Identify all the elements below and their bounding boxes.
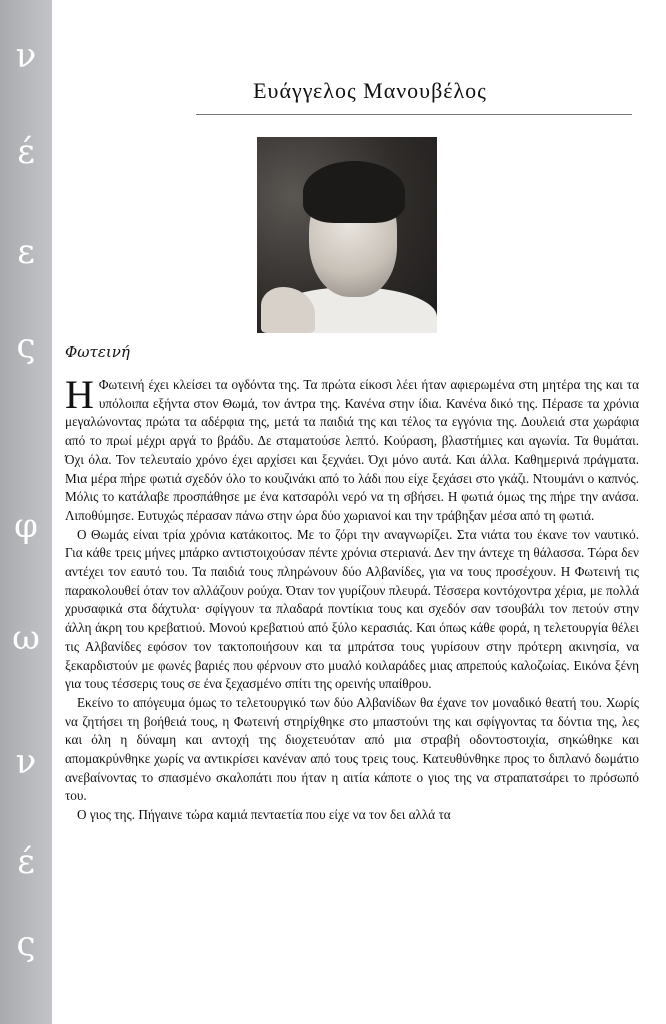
sidebar-letter: φ	[14, 506, 38, 546]
story-title: Φωτεινή	[65, 343, 130, 361]
header-rule	[196, 114, 632, 115]
paragraph-4: Ο γιος της. Πήγαινε τώρα καμιά πενταετία που είχε να τον δει αλλά τα	[77, 807, 451, 823]
sidebar-letter: ν	[15, 36, 37, 76]
paragraph-3: Εκείνο το απόγευμα όμως το τελετουργικό των δύο Αλβανίδων θα έχανε τον μοναδικό θεατή του. Χωρίς να ζητήσει τη βοήθειά τους, η Φωτεινή στηρίχθηκε στο μπαστούνι της και σφίγγοντας τα δόντια της, λες και όλη η δύναμη και αντοχή της διοχετευόταν από μια στραβή οδοντοστοιχία, σηκώθηκε και απομακρύνθηκε χωρίς να αντικρίσει κανέναν από τους τρεις τους. Κατευθύνθηκε προς το διπλανό δωμάτιο ανεβαίνοντας το σπασμένο σκαλοπάτι που ήταν η αιτία κάποτε ο γιος της να στραπατσάρει το πρόσωπό του.	[65, 694, 639, 804]
author-portrait	[257, 137, 437, 333]
sidebar	[0, 0, 52, 1024]
author-name: Ευάγγελος Μανουβέλος	[253, 78, 487, 103]
sidebar-letter: έ	[17, 132, 35, 172]
paragraph-2: Ο Θωμάς είναι τρία χρόνια κατάκοιτος. Με το ζόρι την αναγνωρίζει. Στα νιάτα του έκανε τον ναυτικό. Για κάθε τρεις μήνες μπάρκο αντιστοιχούσαν πέντε χρόνια στεριανά. Δεν την άντεχε τη θάλασσα. Τώρα δεν αντέχει τον εαυτό του. Τα παιδιά τους πληρώνουν δύο Αλβανίδες, για να τους προσέχουν. Η Φωτεινή τις παρακολουθεί όταν τον αλλάζουν ρούχα. Όταν τον γυρίζουν πλευρά. Τέσσερα κοντόχοντρα χέρια, με πολλά χρυσαφικά στα δάχτυλα· σφίγγουν τα πλαδαρά ποντίκια τους και σχεδόν σαν τσουβάλι τον πετούν στην άλλη άκρη του κρεβατιού. Μονού κρεβατιού από ξύλο κερασιάς. Και όπως κάθε φορά, η τελετουργία θέλει τις Αλβανίδες εφόσον τον τακτοποιήσουν και τα μπράτσα τους γυρίσουν στην πρότερη ακινησία, να ξεκαρδιστούν με φωνές βαριές που φέρνουν στο μυαλό κοιλαράδες μιας απρεπούς καλοζωίας. Εικόνα ξένη για τους τέσσερις τους σε ένα ξεχασμένο σπίτι της ορεινής υπαίθρου.	[65, 526, 639, 692]
sidebar-letter: έ	[17, 842, 35, 882]
drop-cap: Η	[65, 372, 94, 417]
paragraph-1-text: Φωτεινή έχει κλείσει τα ογδόντα της. Τα πρώτα είκοσι λέει ήταν αφιερωμένα στη μητέρα της και τα υπόλοιπα εξήντα στον Θωμά, τον άντρα της. Κανένα στην ίδια. Κανένα δικό της. Πέρασε τα χρόνια μεγαλώνοντας πρώτα τα αδέρφια της, μετά τα παιδιά της και τέλος τα εγγόνια της. Δουλειά στα χωράφια από το πρωί μέχρι αργά το βράδυ. Δε σταματούσε λεπτό. Κούραση, βλαστήμιες και αγωνία. Τα θυμάται. Όχι όλα. Τον τελευταίο χρόνο έχει αρχίσει και ξεχνάει. Όχι μόνο αυτά. Και άλλα. Καθημερινά πράγματα. Μια μέρα πήρε φωτιά σχεδόν όλο το κουζινάκι από το λάδι που είχε ξεχάσει στο γκάζι. Ντουμάνι ο καπνός. Μόλις το κατάλαβε προσπάθησε με ένα κατσαρόλι νερό να τη σβήσει. Η φωτιά όμως της πήρε την ανάσα. Λιποθύμησε. Ευτυχώς πέρασαν πάνω στην ώρα δύο χωριανοί και την τράβηξαν μέσα από τη φωτιά.	[65, 377, 639, 523]
sidebar-letter: ν	[15, 742, 37, 782]
portrait-hair	[303, 161, 405, 223]
sidebar-letter: ς	[16, 326, 36, 366]
sidebar-letter: ς	[16, 924, 36, 964]
sidebar-letter: ω	[12, 618, 40, 658]
paragraph-1	[65, 372, 639, 526]
sidebar-letter: ε	[17, 232, 35, 272]
story-body	[65, 372, 639, 825]
